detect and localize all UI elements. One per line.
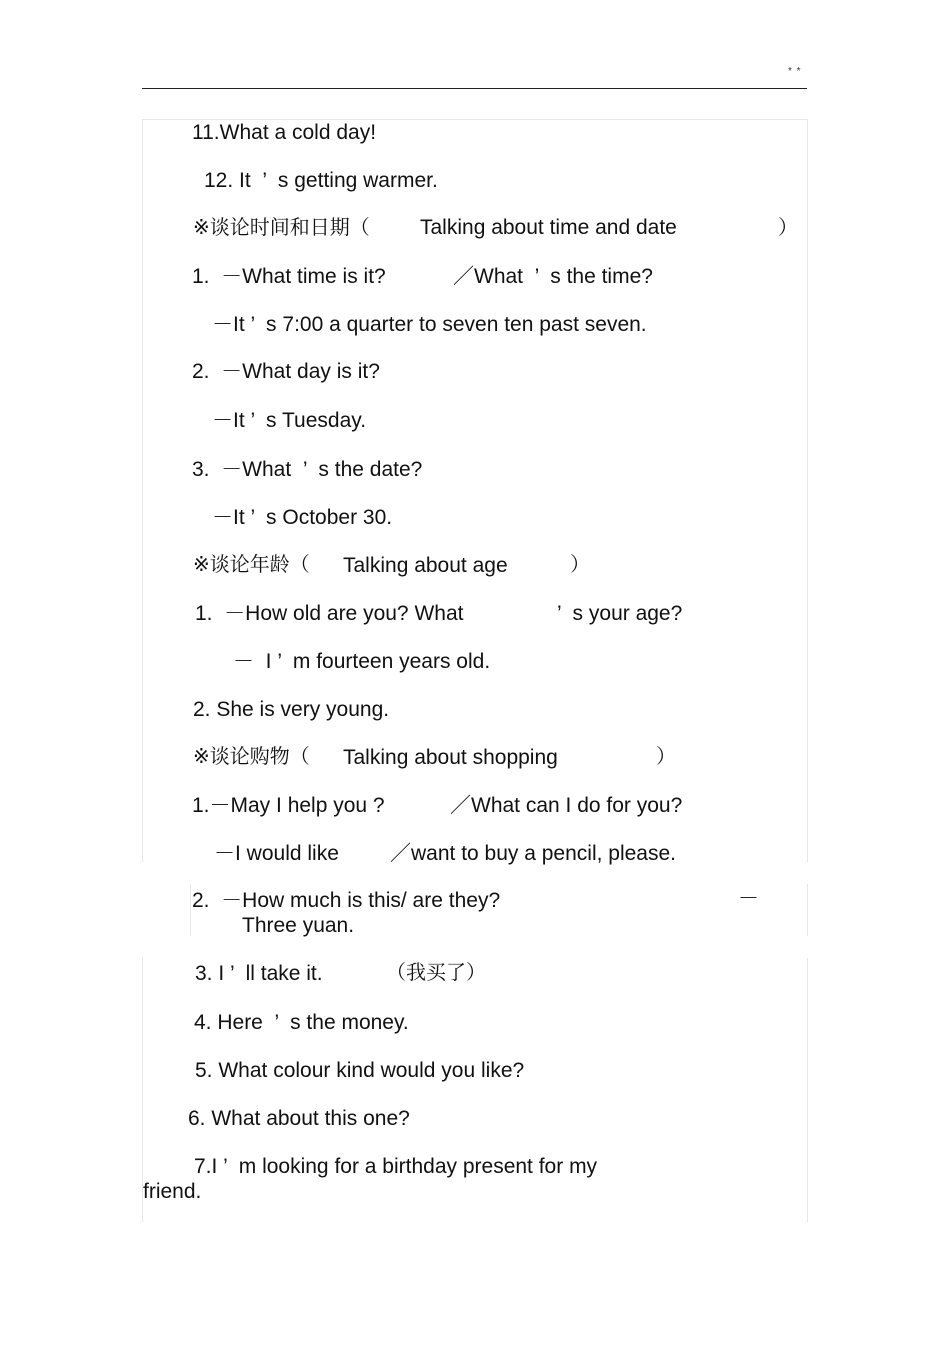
line-age-q1-alt: ’ s your age? bbox=[557, 602, 683, 625]
line-shop-q1-alt: ／What can I do for you? bbox=[450, 794, 683, 817]
section-heading-age-cn: ※谈论年龄（ bbox=[193, 552, 310, 576]
line-age-q1: 1. －How old are you? What bbox=[195, 602, 464, 625]
line-time-a2: －It ’ s Tuesday. bbox=[212, 409, 367, 432]
section-heading-age-close: ） bbox=[570, 552, 590, 576]
line-shop-7-cont: friend. bbox=[143, 1180, 202, 1203]
line-shop-3: 3. I ’ ll take it. bbox=[195, 962, 323, 985]
line-shop-q2: 2. －How much is this/ are they? bbox=[192, 889, 501, 912]
line-1: 11.What a cold day! bbox=[192, 121, 377, 144]
line-shop-q1: 1.－May I help you ? bbox=[192, 794, 385, 817]
line-shop-5: 5. What colour kind would you like? bbox=[195, 1059, 525, 1082]
line-age-2: 2. She is very young. bbox=[193, 698, 390, 721]
line-time-q1-alt: ／What ’ s the time? bbox=[453, 265, 653, 288]
section-heading-time-en: Talking about time and date bbox=[420, 216, 677, 239]
line-time-q1: 1. －What time is it? bbox=[192, 265, 386, 288]
line-2: 12. It ’ s getting warmer. bbox=[204, 169, 438, 192]
section-heading-time-close: ） bbox=[778, 215, 798, 239]
header-mark: * * bbox=[788, 66, 802, 77]
line-shop-a1-alt: ／want to buy a pencil, please. bbox=[390, 842, 677, 865]
section-heading-age-en: Talking about age bbox=[343, 554, 508, 577]
line-shop-a2: Three yuan. bbox=[242, 914, 355, 937]
line-time-a3: －It ’ s October 30. bbox=[212, 506, 393, 529]
line-shop-a1: －I would like bbox=[214, 842, 339, 865]
line-shop-3-cn: （我买了） bbox=[386, 960, 486, 984]
line-shop-4: 4. Here ’ s the money. bbox=[194, 1011, 409, 1034]
header-rule bbox=[142, 88, 807, 89]
line-age-a1: － I ’ m fourteen years old. bbox=[233, 650, 491, 673]
section-heading-shopping-cn: ※谈论购物（ bbox=[193, 744, 310, 768]
section-heading-shopping-close: ） bbox=[656, 744, 676, 768]
line-shop-7: 7.I ’ m looking for a birthday present for my bbox=[194, 1155, 598, 1178]
section-heading-shopping-en: Talking about shopping bbox=[343, 746, 558, 769]
line-time-a1: －It ’ s 7:00 a quarter to seven ten past seven. bbox=[212, 313, 647, 336]
line-shop-6: 6. What about this one? bbox=[188, 1107, 410, 1130]
content-frame-3 bbox=[142, 958, 808, 1222]
line-time-q3: 3. －What ’ s the date? bbox=[192, 458, 423, 481]
line-time-q2: 2. －What day is it? bbox=[192, 360, 380, 383]
section-heading-time-cn: ※谈论时间和日期（ bbox=[193, 215, 370, 239]
line-shop-q2-dash: － bbox=[738, 887, 759, 910]
